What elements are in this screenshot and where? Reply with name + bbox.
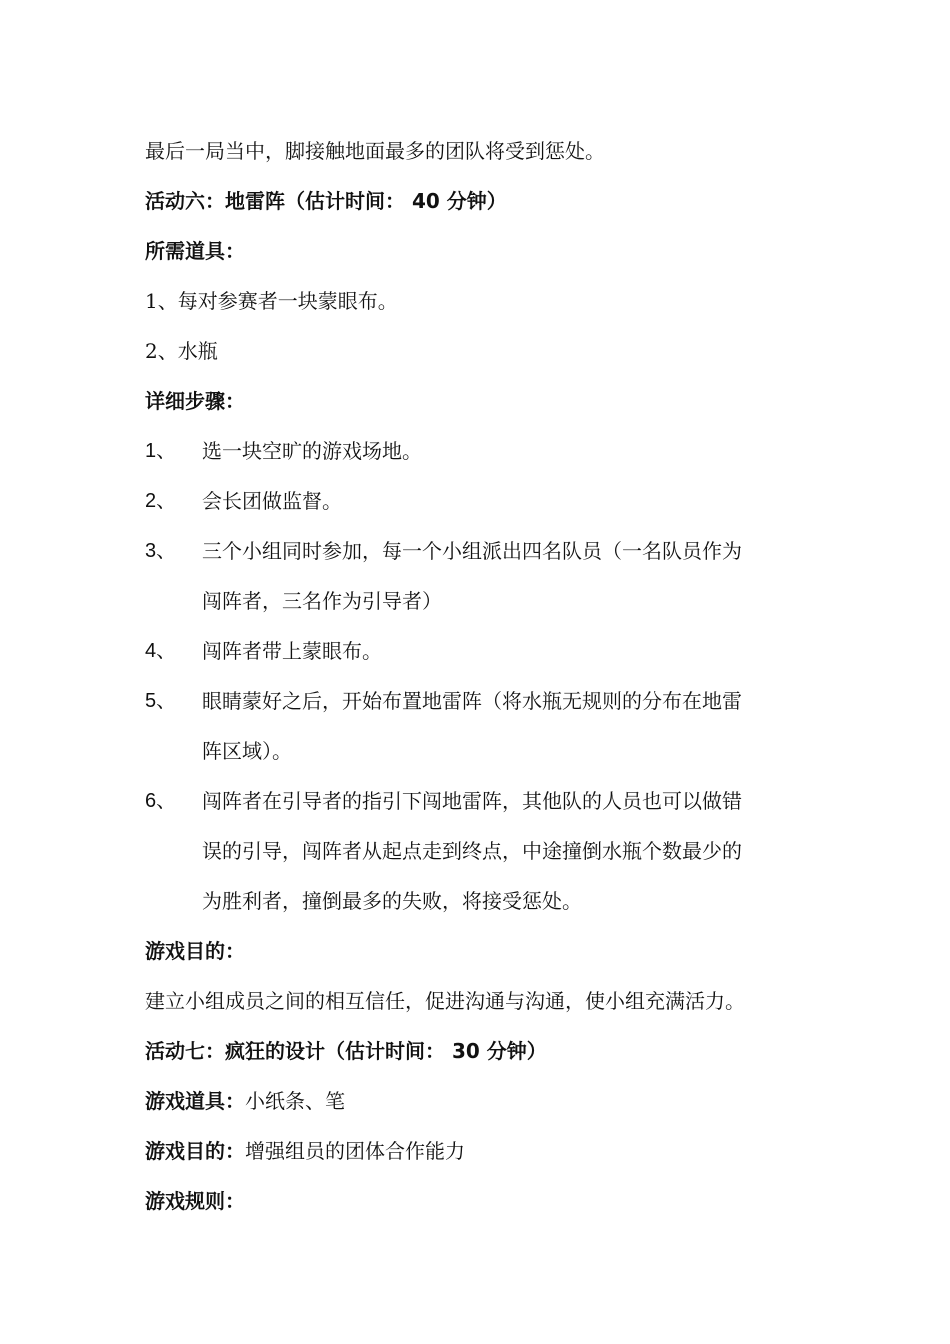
goal-heading: 游戏目的： xyxy=(145,939,245,963)
step-number: 5、 xyxy=(145,690,177,712)
steps-heading: 详细步骤： xyxy=(145,389,245,413)
step-text-continued: 误的引导，闯阵者从起点走到终点，中途撞倒水瓶个数最少的 xyxy=(202,839,742,863)
prop-item-1: 1、每对参赛者一块蒙眼布。 xyxy=(145,289,398,313)
rules-heading: 游戏规则： xyxy=(145,1189,245,1213)
step-number: 1、 xyxy=(145,440,177,462)
purpose-value: 增强组员的团体合作能力 xyxy=(245,1139,465,1163)
step-text: 闯阵者带上蒙眼布。 xyxy=(202,639,382,663)
tools-value: 小纸条、笔 xyxy=(245,1089,345,1113)
step-number: 3、 xyxy=(145,540,177,562)
step-text: 三个小组同时参加，每一个小组派出四名队员（一名队员作为 xyxy=(202,539,742,563)
step-text-continued: 为胜利者，撞倒最多的失败，将接受惩处。 xyxy=(202,889,582,913)
step-text: 选一块空旷的游戏场地。 xyxy=(202,439,422,463)
step-text-continued: 阵区域）。 xyxy=(202,739,292,763)
intro-end-text: 最后一局当中，脚接触地面最多的团队将受到惩处。 xyxy=(145,139,605,163)
step-text-continued: 闯阵者，三名作为引导者） xyxy=(202,589,442,613)
purpose-line xyxy=(145,1137,465,1165)
prop-item-2: 2、水瓶 xyxy=(145,339,218,363)
activity6-title: 活动六：地雷阵（估计时间： 40 分钟） xyxy=(145,189,507,213)
props-heading: 所需道具： xyxy=(145,239,245,263)
step-number: 4、 xyxy=(145,640,177,662)
goal-text: 建立小组成员之间的相互信任，促进沟通与沟通，使小组充满活力。 xyxy=(145,989,745,1013)
step-number: 2、 xyxy=(145,490,177,512)
step-text: 闯阵者在引导者的指引下闯地雷阵，其他队的人员也可以做错 xyxy=(202,789,742,813)
tools-label: 游戏道具： xyxy=(145,1089,245,1113)
step-number: 6、 xyxy=(145,790,177,812)
purpose-label: 游戏目的： xyxy=(145,1139,245,1163)
step-text: 眼睛蒙好之后，开始布置地雷阵（将水瓶无规则的分布在地雷 xyxy=(202,689,742,713)
step-text: 会长团做监督。 xyxy=(202,489,342,513)
activity7-title: 活动七：疯狂的设计（估计时间： 30 分钟） xyxy=(145,1039,547,1063)
tools-line xyxy=(145,1087,345,1115)
